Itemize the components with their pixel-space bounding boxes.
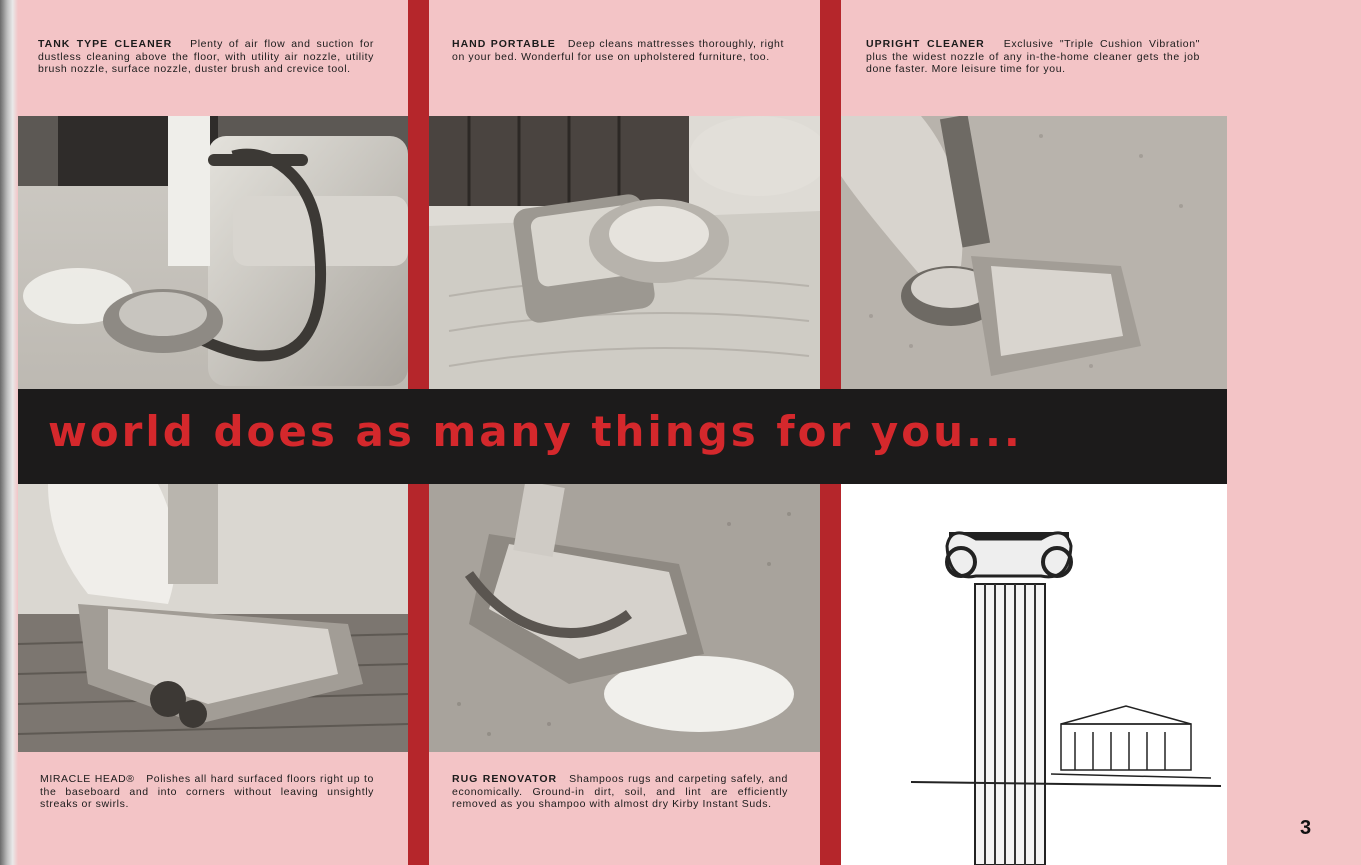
caption-heading: TANK TYPE CLEANER (38, 38, 173, 50)
caption-heading: RUG RENOVATOR (452, 773, 558, 785)
caption-body: Polishes all hard surfaced floors right up to the baseboard and into corners without leaving unsightly streaks or swirls. (40, 773, 374, 811)
illustration-ionic-column (841, 484, 1227, 865)
caption-heading: HAND PORTABLE (452, 38, 556, 50)
photo-tank-cleaner (18, 116, 408, 389)
caption-body: Shampoos rugs and carpeting safely, and economically. Ground-in dirt, soil, and lint are efficiently removed as you shampoo with almost dry Kirby Instant Suds. (452, 773, 788, 811)
photo-hand-portable (429, 116, 820, 389)
banner-strip (18, 389, 1227, 484)
caption-upright-cleaner (866, 38, 1200, 76)
caption-heading: UPRIGHT CLEANER (866, 38, 985, 50)
caption-hand-portable (452, 38, 784, 63)
caption-miracle-head (40, 773, 374, 811)
caption-body: Plenty of air flow and suction for dustless cleaning above the floor, with utility air nozzle, utility brush nozzle, surface nozzle, duster brush and crevice tool. (38, 38, 374, 76)
photo-miracle-head (18, 484, 408, 752)
banner-slogan: world does as many things for you... (48, 407, 1023, 456)
caption-tank-type-cleaner (38, 38, 374, 76)
photo-upright-cleaner (841, 116, 1227, 389)
caption-rug-renovator (452, 773, 788, 811)
caption-body: Deep cleans mattresses thoroughly, right on your bed. Wonderful for use on upholstered furniture, too. (452, 38, 784, 63)
book-binding (0, 0, 18, 865)
page-number: 3 (1300, 817, 1312, 839)
caption-heading: MIRACLE HEAD® (40, 773, 135, 785)
caption-body: Exclusive "Triple Cushion Vibration" plus the widest nozzle of any in-the-home cleaner gets the job done faster. More leisure time for you. (866, 38, 1201, 76)
photo-rug-renovator (429, 484, 820, 752)
